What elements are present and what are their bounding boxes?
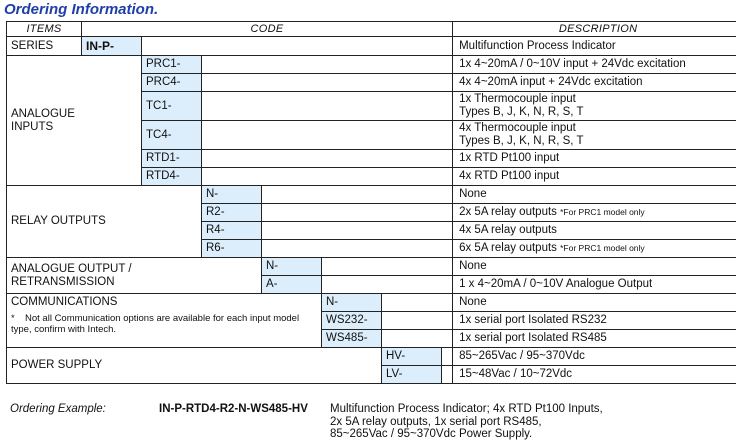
spacer bbox=[262, 186, 453, 204]
code-tc1: TC1- bbox=[142, 92, 202, 121]
header-description: DESCRIPTION bbox=[453, 22, 736, 37]
spacer bbox=[202, 92, 453, 121]
spacer bbox=[202, 150, 453, 168]
spacer bbox=[382, 294, 453, 312]
table-row bbox=[7, 56, 736, 74]
example-label: Ordering Example: bbox=[10, 403, 106, 415]
analogue-inputs-label: ANALOGUE INPUTS bbox=[7, 56, 142, 186]
desc-ao-n: None bbox=[453, 258, 736, 276]
code-rtd1: RTD1- bbox=[142, 150, 202, 168]
desc-rtd4: 4x RTD Pt100 input bbox=[453, 168, 736, 186]
example-code: IN-P-RTD4-R2-N-WS485-HV bbox=[159, 403, 308, 415]
analogue-output-label: ANALOGUE OUTPUT / RETRANSMISSION bbox=[7, 258, 262, 294]
desc-relay-r6: 6x 5A relay outputs *For PRC1 model only bbox=[453, 240, 736, 258]
code-relay-n: N- bbox=[202, 186, 262, 204]
code-relay-r4: R4- bbox=[202, 222, 262, 240]
desc-comm-ws232: 1x serial port Isolated RS232 bbox=[453, 312, 736, 330]
table-row bbox=[7, 258, 736, 276]
desc-tc4: 4x Thermocouple input Types B, J, K, N, R, S, T bbox=[453, 121, 736, 150]
desc-rtd1: 1x RTD Pt100 input bbox=[453, 150, 736, 168]
desc-relay-n: None bbox=[453, 186, 736, 204]
relay-outputs-label: RELAY OUTPUTS bbox=[7, 186, 202, 258]
series-row bbox=[7, 37, 736, 56]
code-ps-hv: HV- bbox=[382, 348, 442, 366]
series-blank bbox=[142, 37, 453, 56]
spacer bbox=[202, 56, 453, 74]
series-description: Multifunction Process Indicator bbox=[453, 37, 736, 56]
desc-ps-hv: 85~265Vac / 95~370Vdc bbox=[453, 348, 736, 366]
desc-tc1: 1x Thermocouple input Types B, J, K, N, R, S, T bbox=[453, 92, 736, 121]
spacer bbox=[262, 222, 453, 240]
code-ao-a: A- bbox=[262, 276, 322, 294]
series-label: SERIES bbox=[7, 37, 82, 56]
desc-prc4: 4x 4~20mA input + 24Vdc excitation bbox=[453, 74, 736, 92]
code-relay-r6: R6- bbox=[202, 240, 262, 258]
ordering-table bbox=[6, 21, 736, 384]
code-tc4: TC4- bbox=[142, 121, 202, 150]
code-rtd4: RTD4- bbox=[142, 168, 202, 186]
spacer bbox=[262, 240, 453, 258]
spacer bbox=[322, 276, 453, 294]
desc-ps-lv: 15~48Vac / 10~72Vdc bbox=[453, 366, 736, 384]
desc-comm-n: None bbox=[453, 294, 736, 312]
spacer bbox=[382, 312, 453, 330]
spacer bbox=[202, 121, 453, 150]
table-row bbox=[7, 186, 736, 204]
spacer bbox=[202, 74, 453, 92]
communications-label: COMMUNICATIONS * Not all Communication options are available for each input model type, confirm with Intech. bbox=[7, 294, 322, 348]
table-row bbox=[7, 348, 736, 366]
spacer bbox=[442, 366, 453, 384]
communications-note: * Not all Communication options are available for each input model type, confirm with Intech. bbox=[11, 313, 300, 335]
desc-comm-ws485: 1x serial port Isolated RS485 bbox=[453, 330, 736, 348]
code-comm-n: N- bbox=[322, 294, 382, 312]
code-prc4: PRC4- bbox=[142, 74, 202, 92]
code-prc1: PRC1- bbox=[142, 56, 202, 74]
spacer bbox=[262, 204, 453, 222]
spacer bbox=[382, 330, 453, 348]
table-row bbox=[7, 294, 736, 312]
code-relay-r2: R2- bbox=[202, 204, 262, 222]
code-ps-lv: LV- bbox=[382, 366, 442, 384]
spacer bbox=[442, 348, 453, 366]
code-comm-ws232: WS232- bbox=[322, 312, 382, 330]
series-code: IN-P- bbox=[82, 37, 142, 56]
desc-relay-r4: 4x 5A relay outputs bbox=[453, 222, 736, 240]
code-ao-n: N- bbox=[262, 258, 322, 276]
header-row bbox=[7, 22, 736, 37]
desc-prc1: 1x 4~20mA / 0~10V input + 24Vdc excitation bbox=[453, 56, 736, 74]
desc-relay-r2: 2x 5A relay outputs *For PRC1 model only bbox=[453, 204, 736, 222]
power-supply-label: POWER SUPPLY bbox=[7, 348, 382, 384]
header-items: ITEMS bbox=[7, 22, 82, 37]
spacer bbox=[202, 168, 453, 186]
example-description: Multifunction Process Indicator; 4x RTD Pt100 Inputs, 2x 5A relay outputs, 1x serial port RS485, 85~265Vac / 95~370Vdc Power Supply. bbox=[330, 403, 603, 440]
code-comm-ws485: WS485- bbox=[322, 330, 382, 348]
page-title: Ordering Information. bbox=[4, 1, 159, 18]
desc-ao-a: 1 x 4~20mA / 0~10V Analogue Output bbox=[453, 276, 736, 294]
header-code: CODE bbox=[82, 22, 453, 37]
spacer bbox=[322, 258, 453, 276]
